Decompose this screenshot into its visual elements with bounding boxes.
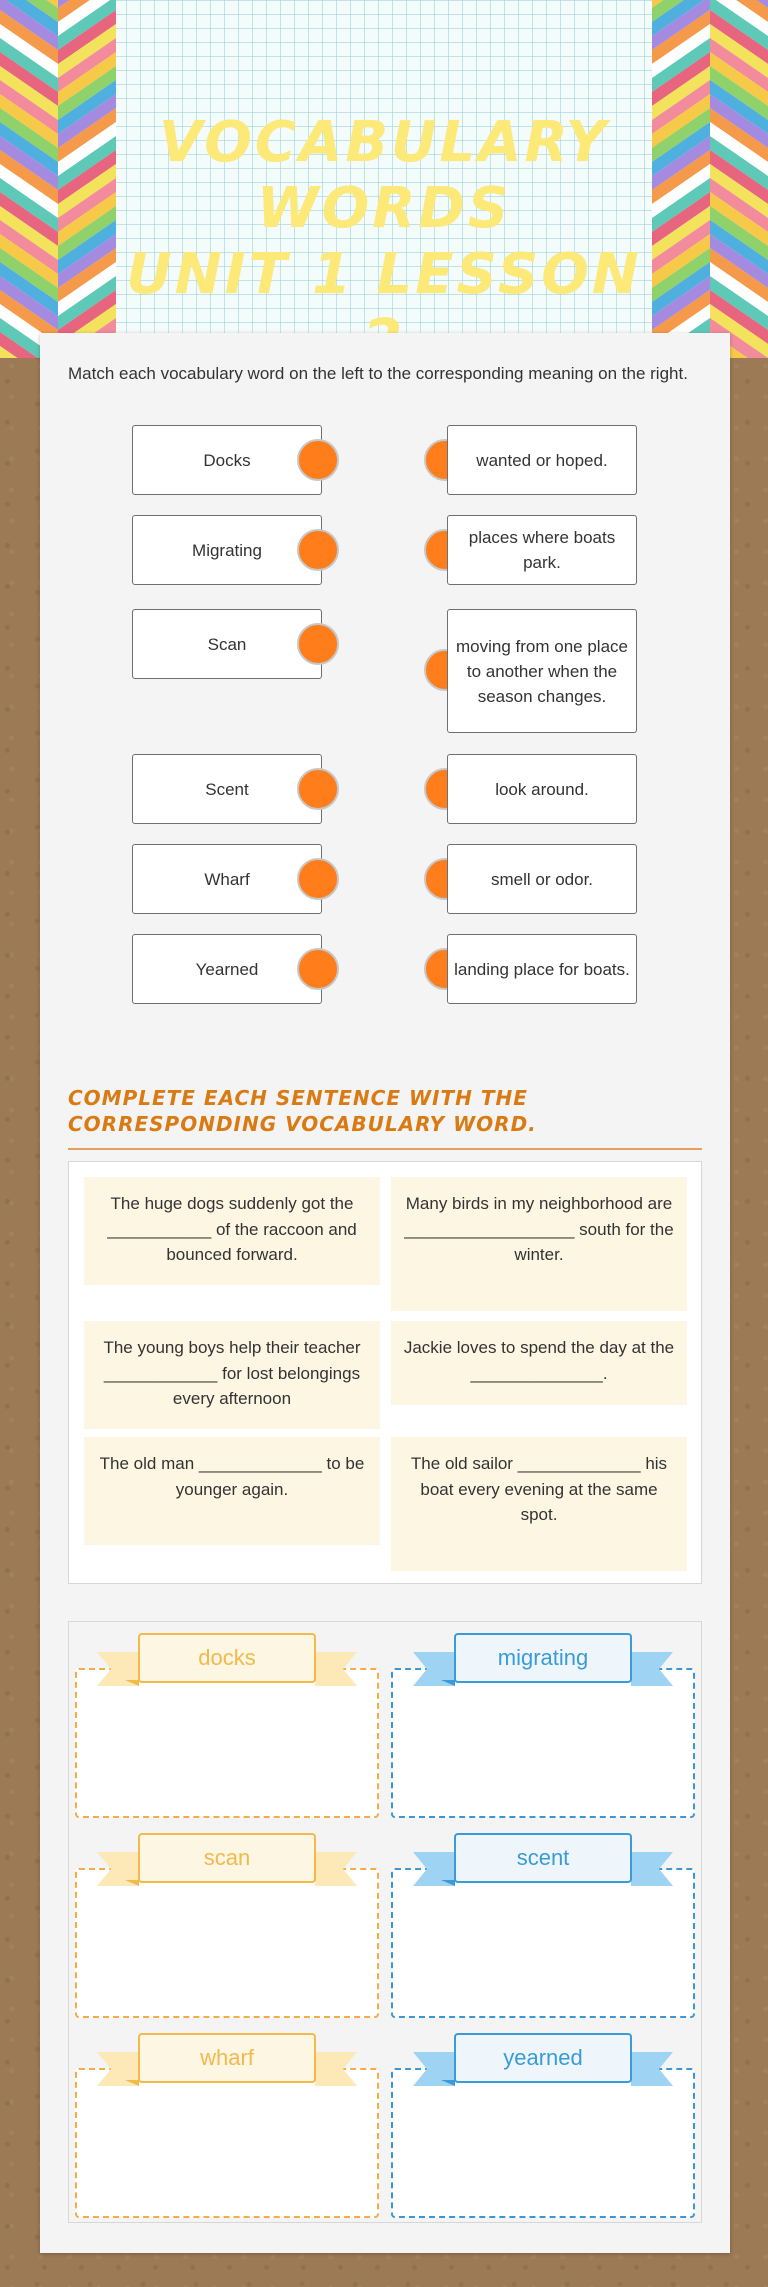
- match-left-connector[interactable]: [297, 768, 339, 810]
- section-heading: COMPLETE EACH SENTENCE WITH THE CORRESPONDING VOCABULARY WORD.: [68, 1086, 537, 1136]
- match-right-label: look around.: [495, 779, 589, 799]
- chevron-pattern-right: [652, 0, 768, 358]
- match-right-label: moving from one place to another when the season changes.: [456, 636, 628, 706]
- match-left-label: Migrating: [192, 540, 262, 560]
- category-label-scan: scan: [203, 1845, 251, 1870]
- match-right-def[interactable]: [447, 844, 637, 914]
- match-left-connector[interactable]: [297, 623, 339, 665]
- match-left-connector[interactable]: [297, 529, 339, 571]
- category-label-yearned: yearned: [503, 2045, 583, 2070]
- match-right-def[interactable]: [447, 934, 637, 1004]
- match-left-scan[interactable]: [132, 609, 322, 679]
- ribbon-tail: [631, 1852, 673, 1886]
- match-left-connector[interactable]: [297, 858, 339, 900]
- match-right-label: smell or odor.: [490, 869, 594, 889]
- ribbon-tail: [315, 2052, 357, 2086]
- match-left-label: Scan: [207, 634, 247, 654]
- ribbon-banner-scan: [97, 1830, 357, 1896]
- match-right-def[interactable]: [447, 754, 637, 824]
- match-right-def[interactable]: [447, 609, 637, 733]
- category-panel: [68, 1621, 702, 2223]
- title-line-2: UNIT 1 LESSON: [126, 242, 642, 307]
- match-left-connector[interactable]: [297, 439, 339, 481]
- match-left-docks[interactable]: [132, 425, 322, 495]
- match-left-yearned[interactable]: [132, 934, 322, 1004]
- sentence-card[interactable]: The old man _____________ to be younger again.: [84, 1437, 380, 1545]
- ribbon-tail: [315, 1652, 357, 1686]
- match-left-label: Docks: [203, 450, 251, 470]
- category-label-wharf: wharf: [200, 2045, 254, 2070]
- title-line-1: VOCABULARY WORDS: [158, 110, 610, 241]
- ribbon-banner-wharf: [97, 2030, 357, 2096]
- sentence-card[interactable]: The young boys help their teacher ____________ for lost belongings every afternoon: [84, 1321, 380, 1429]
- match-right-label: places where boats park.: [468, 528, 616, 572]
- match-left-migrating[interactable]: [132, 515, 322, 585]
- sentence-panel: [68, 1161, 702, 1584]
- match-right-def[interactable]: [447, 425, 637, 495]
- match-left-label: Scent: [205, 779, 249, 799]
- matching-instructions: Match each vocabulary word on the left to the corresponding meaning on the right.: [68, 364, 688, 383]
- category-label-migrating: migrating: [497, 1645, 589, 1670]
- ribbon-banner-docks: [97, 1630, 357, 1696]
- match-left-connector[interactable]: [297, 948, 339, 990]
- match-left-wharf[interactable]: [132, 844, 322, 914]
- match-left-label: Wharf: [204, 869, 250, 889]
- worksheet-card: [40, 333, 730, 2253]
- sentence-card[interactable]: The huge dogs suddenly got the ___________ of the raccoon and bounced forward.: [84, 1177, 380, 1285]
- ribbon-tail: [315, 1852, 357, 1886]
- ribbon-banner-yearned: [413, 2030, 673, 2096]
- chevron-pattern-left: [0, 0, 116, 358]
- category-label-scent: scent: [516, 1845, 570, 1870]
- header-banner: [0, 0, 768, 358]
- ribbon-tail: [631, 2052, 673, 2086]
- match-right-label: wanted or hoped.: [476, 450, 608, 470]
- match-right-def[interactable]: [447, 515, 637, 585]
- ribbon-banner-scent: [413, 1830, 673, 1896]
- sentence-card[interactable]: The old sailor _____________ his boat every evening at the same spot.: [391, 1437, 687, 1571]
- section-divider: [68, 1148, 702, 1150]
- category-label-docks: docks: [198, 1645, 256, 1670]
- match-right-label: landing place for boats.: [454, 959, 630, 979]
- ribbon-banner-migrating: [413, 1630, 673, 1696]
- match-left-scent[interactable]: [132, 754, 322, 824]
- ribbon-tail: [631, 1652, 673, 1686]
- sentence-card[interactable]: Jackie loves to spend the day at the ______________.: [391, 1321, 687, 1405]
- match-left-label: Yearned: [195, 959, 259, 979]
- sentence-card[interactable]: Many birds in my neighborhood are __________________ south for the winter.: [391, 1177, 687, 1311]
